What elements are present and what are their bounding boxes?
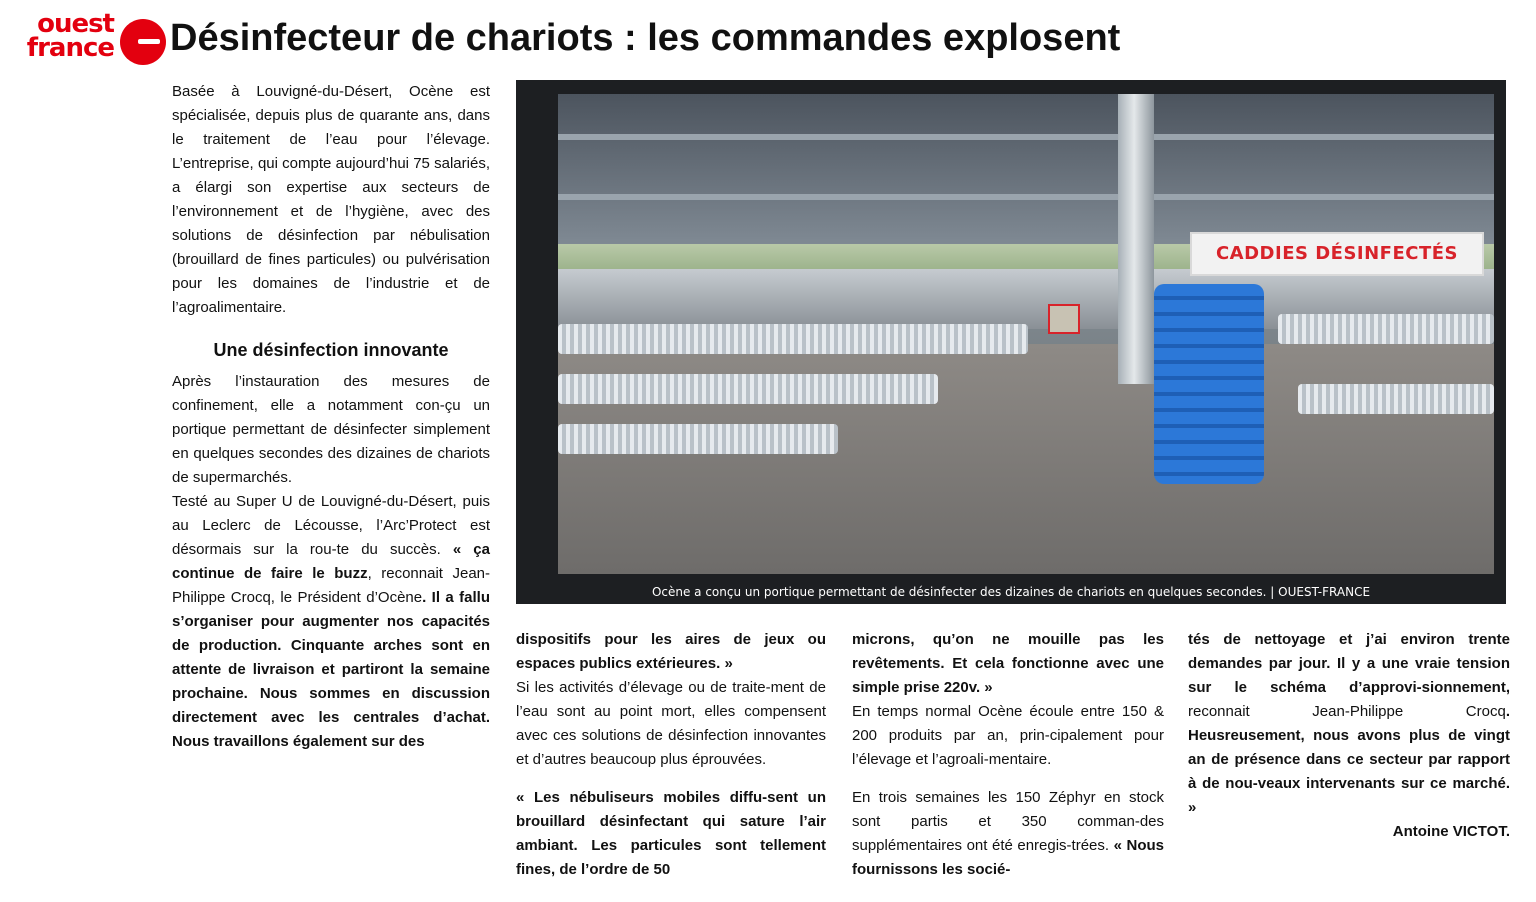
cart-row	[1278, 314, 1494, 344]
cart-row	[558, 374, 938, 404]
quote-segment: tés de nettoyage et j’ai environ trente demandes par jour. Il y a une vraie tension sur le schéma d’approvi-sionnement,	[1188, 631, 1510, 696]
attribution: reconnait Jean-Philippe Crocq	[1188, 703, 1506, 720]
article-column-1	[172, 80, 490, 754]
support-pillar	[1118, 94, 1154, 384]
quote-continuation	[516, 628, 826, 676]
quote-segment: dispositifs pour les aires de jeux ou espaces publics extérieures. »	[516, 631, 826, 672]
paragraph-stock	[852, 786, 1164, 882]
canopy-roof	[558, 94, 1494, 244]
paragraph-normal-times: En temps normal Ocène écoule entre 150 & 200 produits par an, prin-cipalement pour l’élevage et l’agroali-mentaire.	[852, 703, 1164, 768]
paragraph-gap	[516, 772, 826, 786]
intro-paragraph: Basée à Louvigné-du-Désert, Ocène est spécialisée, depuis plus de quarante ans, dans le traitement de l’eau pour l’élevage. L’entreprise, qui compte aujourd’hui 75 salariés, a élargi son expertise aux secteurs de l’environnement et de l’hygiène, avec des solutions de désinfection par nébulisation (brouillard de fines particules) ou pulvérisation pour les domaines de l’industrie et de l’agroalimentaire.	[172, 83, 490, 316]
text-segment: En trois semaines les 150 Zéphyr en stock sont partis et 350 comman-des supplémentaires ont été enregis-trées.	[852, 789, 1164, 854]
disinfection-machine	[1048, 304, 1080, 334]
paragraph-confinement: Après l’instauration des mesures de confinement, elle a notamment con-çu un portique permettant de désinfecter simplement en quelques secondes des dizaines de chariots de supermarchés.	[172, 373, 490, 486]
logo-wordmark	[8, 9, 114, 63]
paragraph-gap	[852, 772, 1164, 786]
article-column-2	[516, 628, 826, 882]
author-signature: Antoine VICTOT.	[1392, 823, 1510, 840]
logo-circle-icon	[120, 19, 166, 65]
caddies-sign: CADDIES DÉSINFECTÉS	[1190, 232, 1484, 276]
quote-segment: . Il a fallu s’organiser pour augmenter nos capacités de production. Cinquante arches sont en attente de livraison et partiront la semaine prochaine. Nous sommes en discussion directement avec les centrales d’achat. Nous travaillons également sur des	[172, 589, 490, 750]
quote-continuation	[852, 628, 1164, 700]
quote-segment: . Heusreusement, nous avons plus de vingt an de présence dans ce secteur par rapport à de nou-veaux intervenants sur ce marché. »	[1188, 703, 1510, 816]
logo-line-1: ouest	[37, 9, 114, 39]
cart-row	[558, 424, 838, 454]
quote-segment: « Les nébuliseurs mobiles diffu-sent un brouillard désinfectant qui sature l’air ambiant. Les particules sont tellement fines, de l’ordre de 50	[516, 789, 826, 878]
text-segment: , reconnait Jean-Philippe Crocq, le Président d’Ocène	[172, 565, 490, 606]
ouest-france-logo	[8, 9, 164, 68]
cart-row	[1298, 384, 1494, 414]
quote-segment: microns, qu’on ne mouille pas les revêtements. Et cela fonctionne avec une simple prise 220v. »	[852, 631, 1164, 696]
quote-segment: « ça continue de faire le buzz	[172, 541, 490, 582]
roof-beam	[558, 194, 1494, 200]
section-subheading: Une désinfection innovante	[213, 340, 449, 360]
quote-paragraph	[1188, 628, 1510, 820]
quote-segment: « Nous fournissons les socié-	[852, 837, 1164, 878]
article-headline: Désinfecteur de chariots : les commandes explosent	[170, 17, 1121, 59]
paragraph-testing	[172, 490, 490, 754]
roof-beam	[558, 134, 1494, 140]
photo-scene	[558, 94, 1494, 574]
paragraph-activities: Si les activités d’élevage ou de traite-ment de l’eau sont au point mort, elles compensent avec ces solutions de désinfection innovantes et d’autres beaucoup plus éprouvées.	[516, 679, 826, 768]
quote-paragraph	[516, 786, 826, 882]
article-column-4	[1188, 628, 1510, 844]
article-photo	[516, 80, 1506, 604]
text-segment: Testé au Super U de Louvigné-du-Désert, puis au Leclerc de Lécousse, l’Arc’Protect est désormais sur la rou-te du succès.	[172, 493, 490, 558]
stacked-baskets	[1154, 284, 1264, 484]
photo-caption: Ocène a conçu un portique permettant de désinfecter des dizaines de chariots en quelques secondes. | OUEST-FRANCE	[651, 585, 1371, 599]
logo-line-2: france	[26, 33, 114, 63]
article-column-3	[852, 628, 1164, 882]
cart-row	[558, 324, 1028, 354]
